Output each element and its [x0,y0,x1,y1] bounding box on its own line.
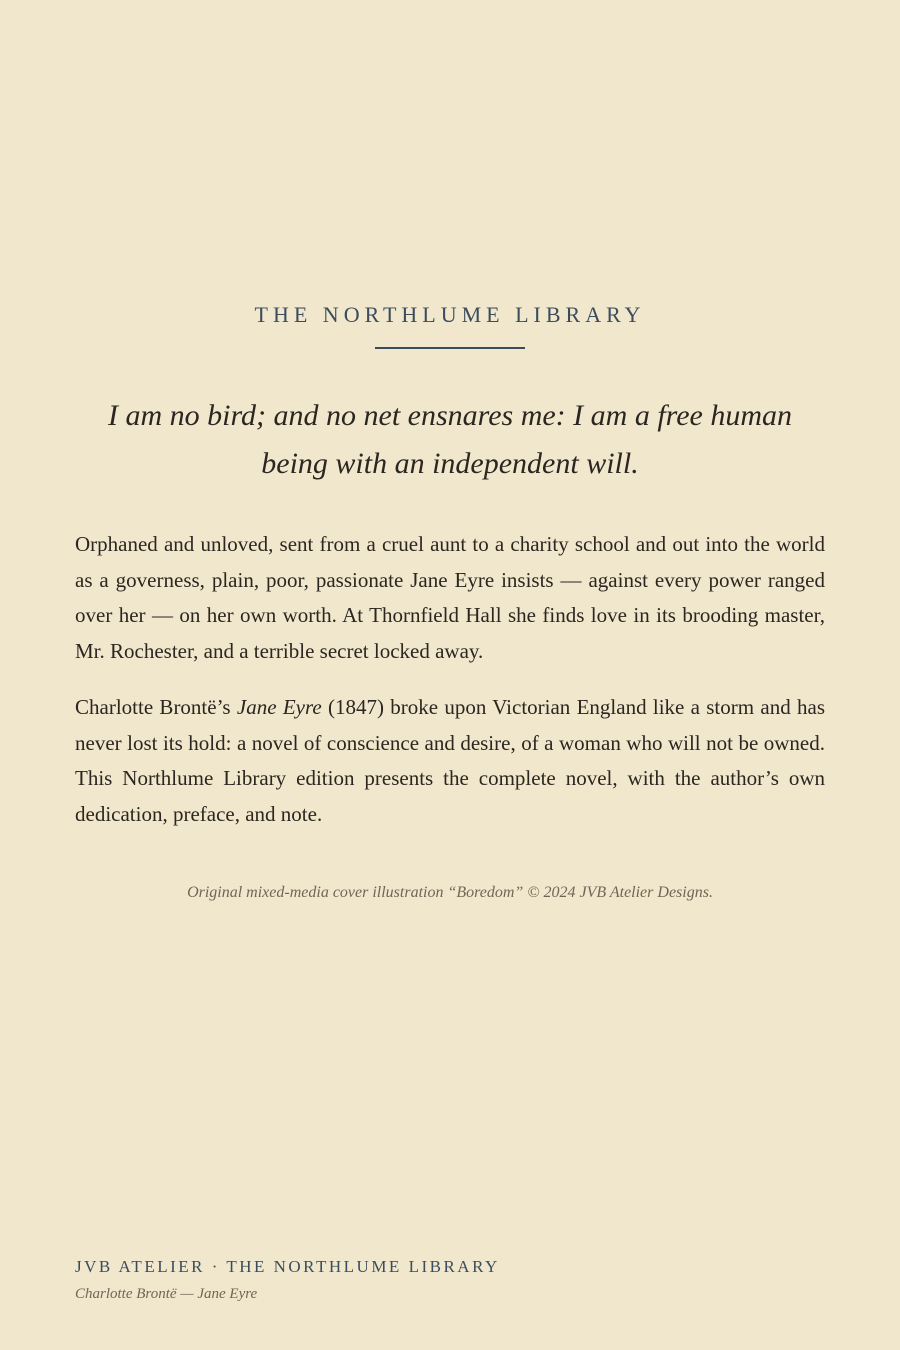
footer-book-line: Charlotte Brontë — Jane Eyre [75,1286,258,1302]
blurb-paragraph-2 [75,690,825,832]
series-title: THE NORTHLUME LIBRARY [254,302,646,327]
heading-divider [375,347,525,349]
book-title-inline: Jane Eyre [236,695,322,719]
illustration-credit: Original mixed-media cover illustration “Boredom” © 2024 JVB Atelier Designs. [187,884,713,901]
epigraph-quote [80,392,820,488]
epigraph-line-1: I am no bird; and no net ensnares me: I am a free human [107,399,793,432]
blurb-paragraph-1: Orphaned and unloved, sent from a cruel aunt to a charity school and out into the world as a governess, plain, poor, passionate Jane Eyre insists — against every power ranged over her — on her own worth. At Thornfield Hall she finds love in its brooding master, Mr. Rochester, and a terrible secret locked away. [75,532,825,663]
footer-imprint: JVB ATELIER · THE NORTHLUME LIBRARY [75,1257,500,1276]
blurb-paragraph-2-lead: Charlotte Brontë’s [75,695,237,719]
epigraph-line-2: being with an independent will. [261,447,639,480]
blurb-paragraph-2-rest: (1847) broke upon Victorian England like a storm and has never lost its hold: a novel of conscience and desire, of a woman who will not be owned. This Northlume Library edition presents the complete novel, with the author’s own dedication, preface, and note. [75,695,825,826]
